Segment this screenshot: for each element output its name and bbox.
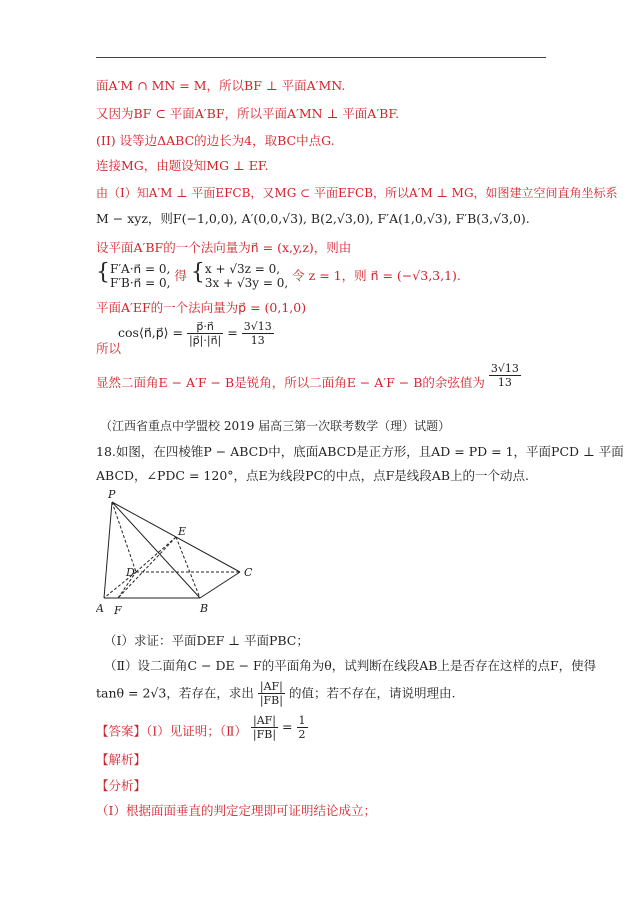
solution-line-2: 又因为BF ⊂ 平面A′BF，所以平面A′MN ⊥ 平面A′BF. xyxy=(96,106,400,121)
label-B: B xyxy=(200,602,209,615)
question-part-2: （Ⅱ）设二面角C − DE − F的平面角为θ，试判断在线段AB上是否存在这样的点F，使得 xyxy=(104,658,597,673)
answer-line: 【答案】（Ⅰ）见证明；（Ⅱ） $\frac{|AF|}{|FB|}$ = $\frac{1}{2}$ xyxy=(96,714,306,741)
suoyi-label: 所以 xyxy=(96,341,122,356)
solution-line-3: (II) 设等边ΔABC的边长为4，取BC中点G. xyxy=(96,133,335,148)
solution-line-5: 由（I）知A′M ⊥ 平面EFCB，又MG ⊂ 平面EFCB，所以A′M ⊥ MG，如图建立空间直角坐标系 xyxy=(96,186,618,200)
analysis-line: （Ⅰ）根据面面垂直的判定定理即可证明结论成立； xyxy=(96,803,376,818)
label-A: A xyxy=(96,602,104,615)
label-C: C xyxy=(244,566,253,579)
solution-line-6: M − xyz，则F(−1,0,0), A′(0,0,√3), B(2,√3,0), F′A(1,0,√3), F′B(3,√3,0). xyxy=(96,211,530,226)
solution-line-7: 设平面A′BF的一个法向量为n⃗ = (x,y,z)，则由 xyxy=(96,240,352,255)
solution-line-11: 显然二面角E − A′F − B是锐角，所以二面角E − A′F − B的余弦值为 $\frac{3√13}{13}$ xyxy=(96,362,519,390)
label-P: P xyxy=(108,488,116,501)
equation-system: {F′A·n⃗ = 0, F′B·n⃗ = 0, 得 {x + √3z = 0, 3x + √3y = 0, 令 z = 1，则 n⃗ = (−√3,3,1). xyxy=(96,260,461,290)
jiexi-label: 【解析】 xyxy=(96,752,147,767)
question-part-1: （Ⅰ）求证：平面DEF ⊥ 平面PBC； xyxy=(104,633,309,648)
header-rule xyxy=(96,57,546,58)
solution-line-4: 连接MG，由题设知MG ⊥ EF. xyxy=(96,158,269,173)
label-F: F xyxy=(114,604,122,617)
label-D: D xyxy=(126,566,135,579)
solution-line-1: 面A′M ∩ MN = M，所以BF ⊥ 平面A′MN. xyxy=(96,78,346,93)
cos-formula: cos⟨n⃗,p⃗⟩ = $\frac{p⃗\cdot n⃗}{|p⃗|\cdot|n⃗|}$ = $\frac{3√13}{13}$ xyxy=(118,320,272,347)
question-line-1: 18.如图，在四棱锥P − ABCD中，底面ABCD是正方形，且AD = PD = 1，平面PCD ⊥ 平面 xyxy=(96,444,624,459)
question-line-5: tanθ = 2√3，若存在，求出 $\frac{|AF|}{|FB|}$ 的值；若不存在，请说明理由. xyxy=(96,680,456,707)
solution-line-9: 平面A′EF的一个法向量为p⃗ = (0,1,0) xyxy=(96,300,307,315)
question-line-2: ABCD，∠PDC = 120°，点E为线段PC的中点，点F是线段AB上的一个动点. xyxy=(96,468,529,483)
label-E: E xyxy=(178,525,187,538)
pyramid-figure xyxy=(96,488,266,624)
fenxi-label: 【分析】 xyxy=(96,778,147,793)
source-line: （江西省重点中学盟校 2019 届高三第一次联考数学（理）试题） xyxy=(100,419,451,433)
